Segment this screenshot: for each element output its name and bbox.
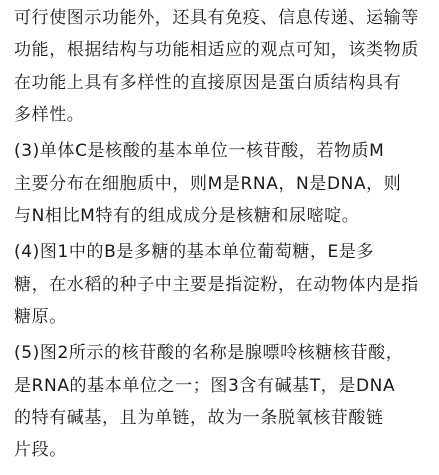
text-line-12: 是RNA的基本单位之一；图3含有碱基T，是DNA: [14, 376, 396, 396]
text-line-6: 主要分布在细胞质中，则M是RNA，N是DNA，则: [14, 174, 402, 194]
text-line-1: 可行使图示功能外，还具有免疫、信息传递、运输等: [14, 8, 419, 28]
text-line-13: 的特有碱基，且为单链，故为一条脱氧核苷酸链: [14, 408, 384, 428]
text-line-5: (3)单体C是核酸的基本单位一核苷酸，若物质M: [14, 141, 385, 161]
text-line-4: 多样性。: [14, 105, 85, 125]
text-line-11: (5)图2所示的核苷酸的名称是腺嘌呤核糖核苷酸，: [14, 343, 404, 363]
text-line-3: 在功能上具有多样性的直接原因是蛋白质结构具有: [14, 73, 402, 93]
text-line-10: 糖原。: [14, 307, 67, 327]
text-line-2: 功能，根据结构与功能相适应的观点可知，该类物质: [14, 40, 419, 60]
text-line-8: (4)图1中的B是多糖的基本单位葡萄糖，E是多: [14, 242, 375, 262]
text-line-7: 与N相比M特有的组成成分是核糖和尿嘧啶。: [14, 206, 360, 226]
text-line-14: 片段。: [14, 440, 67, 460]
text-line-9: 糖，在水稻的种子中主要是指淀粉，在动物体内是指: [14, 275, 419, 295]
